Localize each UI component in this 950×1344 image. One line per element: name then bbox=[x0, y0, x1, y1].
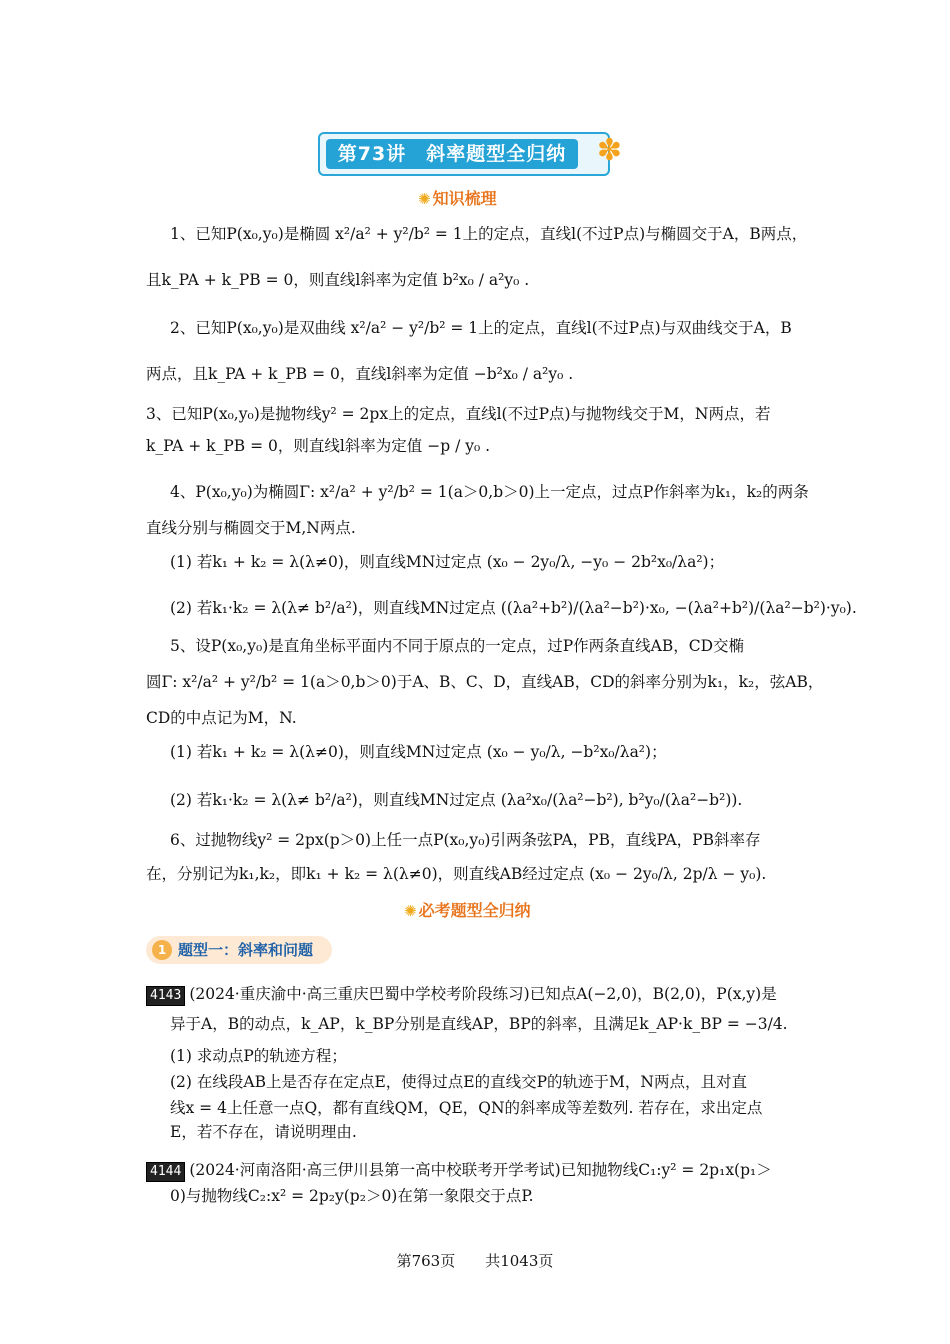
text-line: 在，分别记为k₁,k₂，即k₁ + k₂ = λ(λ≠0)，则直线AB经过定点 (x₀ − 2y₀/λ, 2p/λ − y₀). bbox=[146, 865, 767, 883]
text-line: CD的中点记为M，N. bbox=[146, 709, 297, 727]
text-line: (2) 若k₁·k₂ = λ(λ≠ b²/a²)，则直线MN过定点 (λa²x₀/(λa²−b²), b²y₀/(λa²−b²)). bbox=[170, 791, 743, 809]
question-4143-line: 4143 (2024·重庆渝中·高三重庆巴蜀中学校考阶段练习)已知点A(−2,0)，B(2,0)，P(x,y)是 bbox=[146, 982, 777, 1006]
text-line: (1) 若k₁ + k₂ = λ(λ≠0)，则直线MN过定点 (x₀ − 2y₀/λ, −y₀ − 2b²x₀/λa²)； bbox=[170, 553, 725, 571]
text-line: 3、已知P(x₀,y₀)是抛物线y² = 2px上的定点，直线l(不过P点)与抛物线交于M，N两点，若 bbox=[146, 405, 771, 423]
question-4144-line: 0)与抛物线C₂:x² = 2p₂y(p₂＞0)在第一象限交于点P. bbox=[170, 1187, 534, 1205]
text-line: 圆Γ: x²/a² + y²/b² = 1(a＞0,b＞0)于A、B、C、D，直线AB，CD的斜率分别为k₁，k₂，弦AB， bbox=[146, 673, 824, 691]
question-4143-line: E，若不存在，请说明理由. bbox=[170, 1123, 357, 1141]
type-title: 题型一：斜率和问题 bbox=[178, 941, 314, 959]
question-4143-line: (2) 在线段AB上是否存在定点E，使得过点E的直线交P的轨迹于M，N两点，且对直 bbox=[170, 1073, 747, 1091]
question-4143-line: 异于A，B的动点，k_AP，k_BP分别是直线AP，BP的斜率，且满足k_AP·k_BP = −3/4. bbox=[170, 1015, 788, 1033]
lecture-title-banner bbox=[318, 132, 622, 176]
text-line: 5、设P(x₀,y₀)是直角坐标平面内不同于原点的一定点，过P作两条直线AB，CD交椭 bbox=[170, 637, 745, 655]
lecture-title: 第73讲 斜率题型全归纳 bbox=[326, 139, 578, 169]
type-number-badge: 1 bbox=[152, 940, 172, 960]
text-line: 6、过抛物线y² = 2px(p＞0)上任一点P(x₀,y₀)引两条弦PA，PB，直线PA，PB斜率存 bbox=[170, 831, 761, 849]
text-line: 直线分别与椭圆交于M,N两点. bbox=[146, 519, 356, 537]
sun-icon: ✺ bbox=[418, 190, 431, 208]
flower-icon: ✽ bbox=[596, 133, 622, 168]
text-line: (1) 若k₁ + k₂ = λ(λ≠0)，则直线MN过定点 (x₀ − y₀/λ, −b²x₀/λa²)； bbox=[170, 743, 667, 761]
text-line: 且k_PA + k_PB = 0，则直线l斜率为定值 b²x₀ / a²y₀ . bbox=[146, 271, 530, 289]
section-heading-types: ✺ 必考题型全归纳 bbox=[404, 901, 531, 920]
question-4143-line: (1) 求动点P的轨迹方程； bbox=[170, 1047, 347, 1065]
section-heading-knowledge: ✺ 知识梳理 bbox=[418, 189, 497, 208]
text-line: 4、P(x₀,y₀)为椭圆Γ: x²/a² + y²/b² = 1(a＞0,b＞0)上一定点，过点P作斜率为k₁，k₂的两条 bbox=[170, 483, 809, 501]
text-line: 两点，且k_PA + k_PB = 0，直线l斜率为定值 −b²x₀ / a²y₀ . bbox=[146, 365, 574, 383]
sun-icon: ✺ bbox=[404, 902, 417, 920]
text-line: k_PA + k_PB = 0，则直线l斜率为定值 −p / y₀ . bbox=[146, 437, 491, 455]
text-line: 1、已知P(x₀,y₀)是椭圆 x²/a² + y²/b² = 1上的定点，直线l(不过P点)与椭圆交于A，B两点， bbox=[170, 225, 808, 243]
text-line: (2) 若k₁·k₂ = λ(λ≠ b²/a²)，则直线MN过定点 ((λa²+b²)/(λa²−b²)·x₀, −(λa²+b²)/(λa²−b²)·y₀). bbox=[170, 599, 857, 617]
question-number-badge: 4143 bbox=[146, 986, 185, 1006]
question-4144-line: 4144 (2024·河南洛阳·高三伊川县第一高中校联考开学考试)已知抛物线C₁:y² = 2p₁x(p₁＞ bbox=[146, 1158, 772, 1182]
question-number-badge: 4144 bbox=[146, 1162, 185, 1182]
page-footer: 第763页 共1043页 bbox=[396, 1252, 554, 1270]
question-4143-line: 线x = 4上任意一点Q，都有直线QM，QE，QN的斜率成等差数列. 若存在，求出定点 bbox=[170, 1099, 763, 1117]
text-line: 2、已知P(x₀,y₀)是双曲线 x²/a² − y²/b² = 1上的定点，直线l(不过P点)与双曲线交于A，B bbox=[170, 319, 792, 337]
type-heading bbox=[146, 936, 332, 964]
